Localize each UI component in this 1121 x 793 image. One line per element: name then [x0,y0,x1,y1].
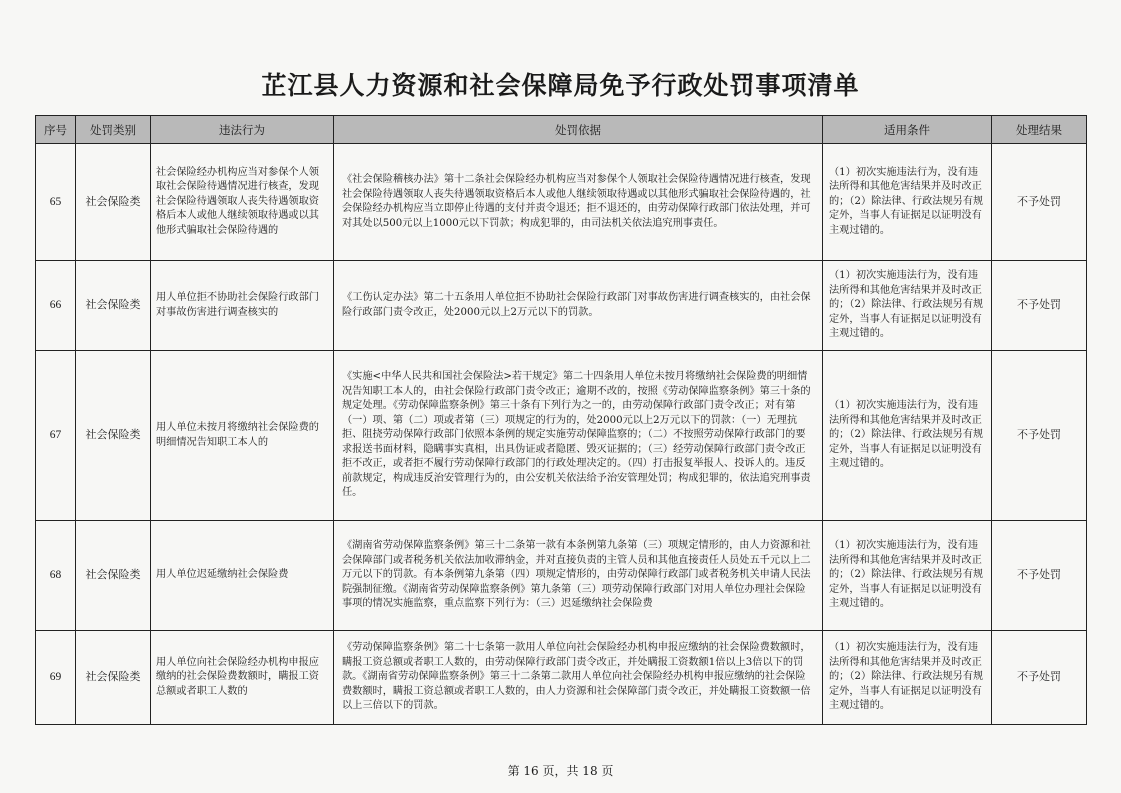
row-conditions: （1）初次实施违法行为，没有违法所得和其他危害结果并及时改正的；（2）除法律、行政法规另有规定外，当事人有证据足以证明没有主观过错的。 [823,351,992,521]
table-header-row [36,116,1087,144]
row-violation: 社会保险经办机构应当对参保个人领取社会保险待遇情况进行核查，发现社会保险待遇领取人丧失待遇领取资格后本人或他人继续领取待遇或以其他形式骗取社会保险待遇的 [151,144,334,261]
row-conditions: （1）初次实施违法行为，没有违法所得和其他危害结果并及时改正的；（2）除法律、行政法规另有规定外，当事人有证据足以证明没有主观过错的。 [823,631,992,725]
table-row [36,261,1087,351]
row-no: 69 [36,631,76,725]
row-basis: 《社会保险稽核办法》第十二条社会保险经办机构应当对参保个人领取社会保险待遇情况进行核查，发现社会保险待遇领取人丧失待遇领取资格后本人或他人继续领取待遇或以其他形式骗取社会保险待遇的，社会保险经办机构应当立即停止待遇的支付并责令退还；拒不退还的，由劳动保障行政部门依法处理，并可对其处以500元以上1000元以下罚款；构成犯罪的，由司法机关依法追究刑事责任。 [334,144,823,261]
row-conditions: （1）初次实施违法行为，没有违法所得和其他危害结果并及时改正的；（2）除法律、行政法规另有规定外，当事人有证据足以证明没有主观过错的。 [823,521,992,631]
row-result: 不予处罚 [992,261,1087,351]
row-violation: 用人单位拒不协助社会保险行政部门对事故伤害进行调查核实的 [151,261,334,351]
header-result: 处理结果 [992,116,1087,144]
row-category: 社会保险类 [76,631,151,725]
table-row [36,631,1087,725]
row-result: 不予处罚 [992,521,1087,631]
row-basis: 《实施<中华人民共和国社会保险法>若干规定》第二十四条用人单位未按月将缴纳社会保险费的明细情况告知职工本人的，由社会保险行政部门责令改正；逾期不改的，按照《劳动保障监察条例》第三十条的规定处理。《劳动保障监察条例》第三十条有下列行为之一的，由劳动保障行政部门责令改正；对有第（一）项、第（二）项或者第（三）项规定的行为的，处2000元以上2万元以下的罚款：（一）无理抗拒、阻挠劳动保障行政部门依照本条例的规定实施劳动保障监察的；（二）不按照劳动保障行政部门的要求报送书面材料，隐瞒事实真相，出具伪证或者隐匿、毁灭证据的；（三）经劳动保障行政部门责令改正拒不改正，或者拒不履行劳动保障行政部门的行政处理决定的。（四）打击报复举报人、投诉人的。违反前款规定，构成违反治安管理行为的，由公安机关依法给予治安管理处罚；构成犯罪的，依法追究刑事责任。 [334,351,823,521]
row-no: 67 [36,351,76,521]
table-row [36,144,1087,261]
row-basis: 《劳动保障监察条例》第二十七条第一款用人单位向社会保险经办机构申报应缴纳的社会保险费数额时，瞒报工资总额或者职工人数的，由劳动保障行政部门责令改正，并处瞒报工资数额1倍以上3倍以下的罚款。《湖南省劳动保障监察条例》第三十二条第二款用人单位向社会保险经办机构申报应缴纳的社会保险费数额时，瞒报工资总额或者职工人数的，由人力资源和社会保障部门责令改正，并处瞒报工资数额一倍以上三倍以下的罚款。 [334,631,823,725]
row-conditions: （1）初次实施违法行为，没有违法所得和其他危害结果并及时改正的；（2）除法律、行政法规另有规定外，当事人有证据足以证明没有主观过错的。 [823,144,992,261]
row-category: 社会保险类 [76,144,151,261]
row-violation: 用人单位迟延缴纳社会保险费 [151,521,334,631]
row-category: 社会保险类 [76,351,151,521]
row-no: 68 [36,521,76,631]
header-conditions: 适用条件 [823,116,992,144]
header-category: 处罚类别 [76,116,151,144]
row-category: 社会保险类 [76,261,151,351]
row-result: 不予处罚 [992,631,1087,725]
row-violation: 用人单位向社会保险经办机构申报应缴纳的社会保险费数额时，瞒报工资总额或者职工人数的 [151,631,334,725]
table-row [36,351,1087,521]
header-no: 序号 [36,116,76,144]
row-result: 不予处罚 [992,144,1087,261]
row-category: 社会保险类 [76,521,151,631]
page-footer: 第 16 页，共 18 页 [507,764,614,778]
row-no: 65 [36,144,76,261]
page-title: 芷江县人力资源和社会保障局免予行政处罚事项清单 [261,71,860,100]
header-basis: 处罚依据 [334,116,823,144]
row-basis: 《湖南省劳动保障监察条例》第三十二条第一款有本条例第九条第（三）项规定情形的，由人力资源和社会保障部门或者税务机关依法加收滞纳金，并对直接负责的主管人员和其他直接责任人员处五千元以上二万元以下的罚款。有本条例第九条第（四）项规定情形的，由劳动保障行政部门或者税务机关申请人民法院强制征缴。《湖南省劳动保障监察条例》第九条第（三）项劳动保障行政部门对用人单位办理社会保险事项的情况实施监察，重点监察下列行为：（三）迟延缴纳社会保险费 [334,521,823,631]
table-row [36,521,1087,631]
header-violation: 违法行为 [151,116,334,144]
penalty-exemption-table [35,115,1087,725]
row-violation: 用人单位未按月将缴纳社会保险费的明细情况告知职工本人的 [151,351,334,521]
row-basis: 《工伤认定办法》第二十五条用人单位拒不协助社会保险行政部门对事故伤害进行调查核实的，由社会保险行政部门责令改正，处2000元以上2万元以下的罚款。 [334,261,823,351]
row-conditions: （1）初次实施违法行为，没有违法所得和其他危害结果并及时改正的；（2）除法律、行政法规另有规定外，当事人有证据足以证明没有主观过错的。 [823,261,992,351]
row-no: 66 [36,261,76,351]
row-result: 不予处罚 [992,351,1087,521]
